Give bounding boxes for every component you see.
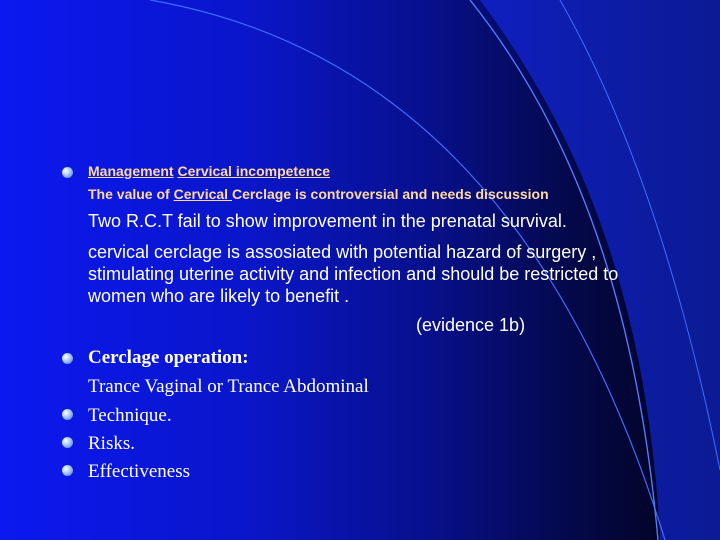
cerclage-text: cervical cerclage is assosiated with potential hazard of surgery , stimulating uterine activity and infection and should be restricted to women who are likely to benefit . [88, 242, 619, 306]
value-prefix: The value of [88, 186, 174, 202]
technique-text: Technique. [88, 405, 172, 426]
value-line [88, 182, 692, 206]
bullet-icon [62, 465, 73, 476]
management-heading [88, 160, 692, 182]
rct-text: Two R.C.T fail to show improvement in the prenatal survival. [88, 211, 567, 231]
risks-text: Risks. [88, 433, 135, 454]
technique-item [62, 402, 692, 430]
management-item [62, 160, 692, 336]
risks-item [62, 430, 692, 458]
operation-item [62, 346, 692, 399]
evidence-text: (evidence 1b) [416, 315, 526, 335]
management-label: Management [88, 163, 174, 179]
management-topic: Cervical incompetence [177, 163, 330, 179]
approach-text: Trance Vaginal or Trance Abdominal [88, 376, 369, 397]
bullet-icon [62, 167, 73, 178]
slide-content [62, 160, 692, 486]
effectiveness-text: Effectiveness [88, 461, 190, 482]
value-suffix: Cerclage is controversial and needs discussion [231, 186, 549, 202]
effectiveness-item [62, 458, 692, 486]
value-underlined: Cervical [173, 186, 232, 202]
bullet-icon [62, 353, 73, 364]
bullet-icon [62, 437, 73, 448]
operation-heading: Cerclage operation: [88, 347, 249, 368]
bullet-icon [62, 409, 73, 420]
